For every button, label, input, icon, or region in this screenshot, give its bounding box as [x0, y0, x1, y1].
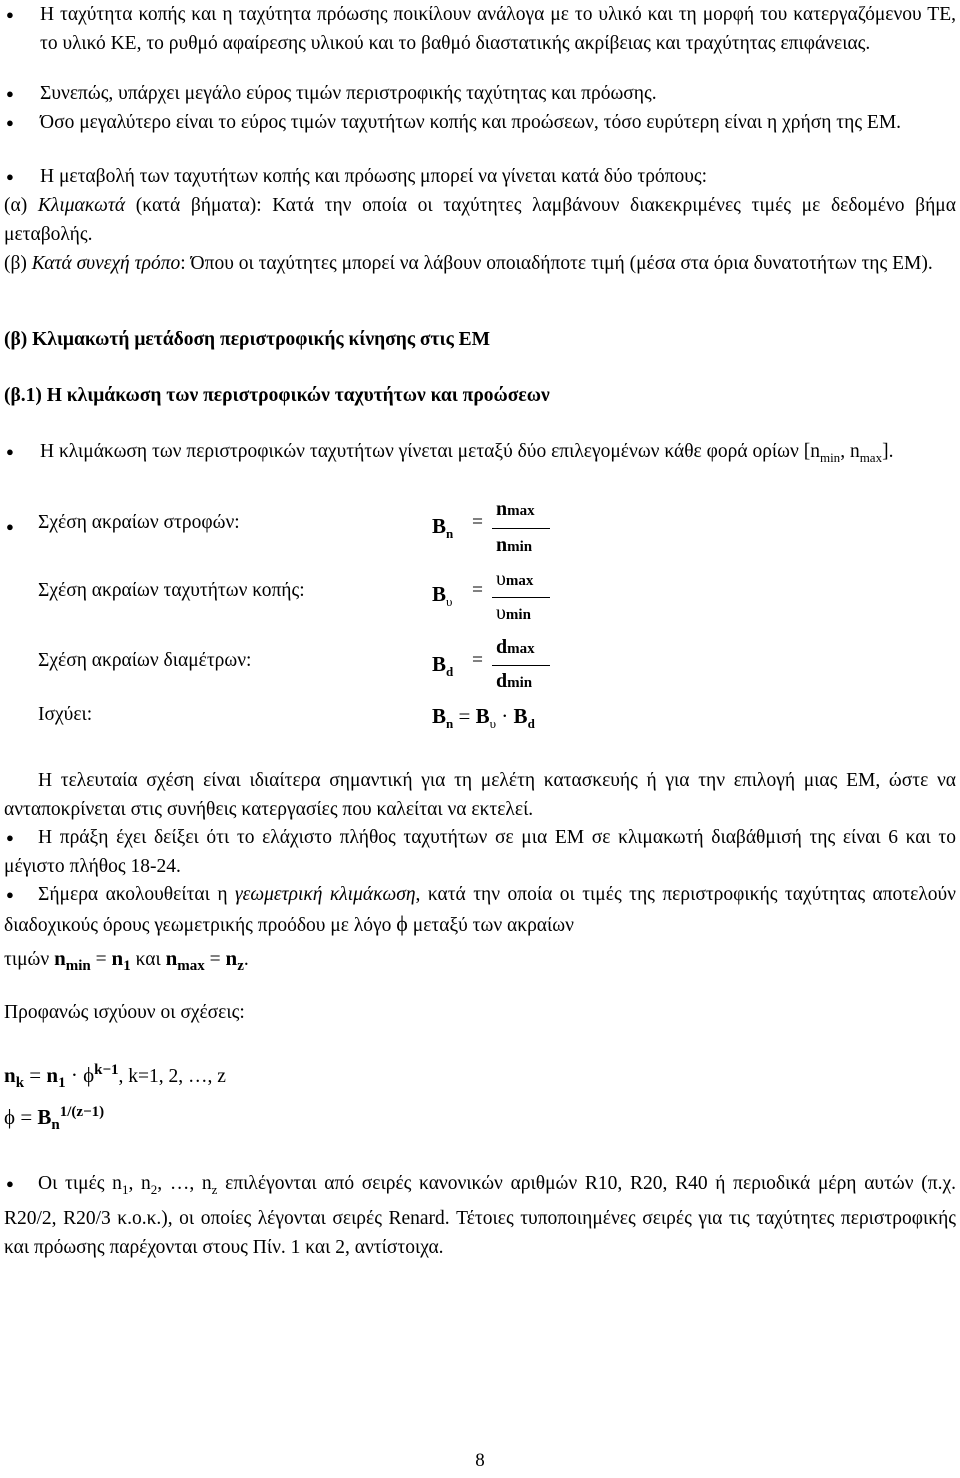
r2-num-sub: max — [505, 573, 534, 589]
r3-B-sub: d — [446, 664, 454, 680]
r2-den-sub: min — [505, 607, 531, 623]
relation-1-lhs — [432, 514, 453, 542]
paragraph-1-text: Η ταχύτητα κοπής και η ταχύτητα πρόωσης ποικίλουν ανάλογα με το υλικό και τη μορφή του κατεργαζόμενου ΤΕ, το υλικό ΚΕ, το ρυθμό αφαίρεσης υλικού και το βαθμό διαστατικής ακρίβειας και τραχύτητας επιφάνειας. — [40, 4, 956, 54]
relation-3-lhs — [432, 652, 453, 680]
r1-B: B — [432, 514, 447, 538]
bullet-1: ● — [6, 7, 14, 22]
paragraph-9 — [4, 1169, 956, 1262]
paragraph-9-text — [4, 1169, 956, 1262]
p9-s2: 2 — [150, 1181, 158, 1197]
formula-1: $n_k = n_1 \cdot \phi^{k-1}$, k=1, 2, …, z — [4, 1062, 226, 1092]
f2-phi: ϕ — [4, 1105, 16, 1129]
holds-B-sub: n — [446, 716, 454, 732]
paragraph-4-b — [4, 249, 956, 278]
relation-3-num — [496, 636, 535, 659]
a-rest: (κατά βήματα): Κατά την οποία οι ταχύτητες λαμβάνουν διακεκριμένες τιμές με δεδομένο βήμα μεταβολής. — [4, 195, 956, 245]
p8-mid: , κατά την οποία οι τιμές της περιστροφικής ταχύτητας αποτελούν διαδοχικούς όρους γεωμετρικής προόδου με λόγο — [4, 884, 956, 936]
p8-end: μεταξύ των ακραίων — [407, 915, 574, 936]
p8-z: z — [237, 957, 244, 974]
p5-end: ]. — [882, 441, 894, 462]
paragraph-5 — [4, 437, 956, 472]
p8-max: max — [177, 957, 205, 974]
p8-eq1: = — [90, 949, 112, 970]
paragraph-1 — [4, 0, 956, 58]
r2-B: B — [432, 582, 447, 606]
obviously-line — [4, 998, 956, 1027]
bullet-9: ● — [6, 1176, 14, 1191]
relation-2-label: Σχέση ακραίων ταχυτήτων κοπής: — [38, 580, 305, 601]
f2-B: B — [37, 1105, 52, 1129]
relation-3-label: Σχέση ακραίων διαμέτρων: — [38, 650, 252, 671]
relation-row-3 — [0, 636, 960, 710]
f1-range: , k=1, 2, …, z — [118, 1066, 226, 1087]
paragraph-6-text: Η τελευταία σχέση είναι ιδιαίτερα σημαντική για τη μελέτη κατασκευής ή για την επιλογή μιας ΕΜ, ώστε να ανταποκρίνεται στις συνήθεις κατεργασίες που καλείται να εκτελεί. — [4, 770, 956, 820]
heading-1 — [4, 325, 956, 354]
page-number: 8 — [475, 1450, 485, 1471]
r3-den: d — [496, 670, 508, 692]
bullet-6: ● — [6, 519, 14, 534]
relation-1-eq: = — [472, 512, 483, 533]
p8-n2: n — [111, 946, 124, 970]
p8-start: Σήμερα ακολουθείται η — [38, 884, 235, 905]
p9-rest: επιλέγονται από σειρές κανονικών αριθμών R10, R20, R40 ή περιοδικά μέρη αυτών (π.χ. R20/2, R20/3 κ.ο.κ.), οι οποίες λέγονται σειρές Renard. Τέτοιες τυποποιημένες σειρές για τις ταχύτητες περιστροφικής και πρόωσης παρέχονται στους Πίν. 1 και 2, αντίστοιχα. — [4, 1173, 957, 1258]
relation-2-lhs — [432, 582, 452, 610]
p8-one: 1 — [123, 957, 131, 974]
paragraph-4 — [4, 162, 956, 278]
p8-min: min — [65, 957, 91, 974]
p8-and: και — [130, 949, 166, 970]
relation-1-label: Σχέση ακραίων στροφών: — [38, 512, 240, 533]
b-rest: : Όπου οι ταχύτητες μπορεί να λάβουν οποιαδήποτε τιμή (μέσα στα όρια δυνατοτήτων της ΕΜ). — [180, 253, 933, 274]
p5-text: Η κλιμάκωση των περιστροφικών ταχυτήτων γίνεται μεταξύ δύο επιλεγομένων κάθε φορά ορίων [n — [40, 441, 820, 462]
relation-2-fraction-bar — [492, 597, 550, 598]
holds-B: B — [432, 704, 447, 728]
relation-2-den — [496, 602, 531, 625]
paragraph-4-a — [4, 191, 956, 249]
f1-exp: k−1 — [94, 1062, 119, 1078]
a-italic: Κλιμακωτά — [37, 195, 126, 216]
holds-rhs2: B — [513, 704, 528, 728]
p9-s1: 1 — [121, 1181, 129, 1197]
f1-one: 1 — [58, 1075, 66, 1092]
paragraph-3 — [4, 108, 956, 137]
f1-n1: n — [46, 1063, 59, 1087]
r3-den-sub: min — [507, 675, 533, 691]
p5-sub1: min — [819, 449, 841, 465]
paragraph-2 — [4, 79, 956, 108]
paragraph-6 — [4, 766, 956, 824]
relation-3-den — [496, 670, 532, 693]
p8-eq2: = — [204, 949, 226, 970]
relation-1-fraction-bar — [492, 528, 550, 529]
f1-n: n — [4, 1063, 16, 1087]
r2-B-sub: υ — [446, 594, 453, 610]
paragraph-8 — [4, 880, 956, 981]
holds-rhs1: B — [475, 704, 490, 728]
p9-c2: , …, n — [157, 1173, 212, 1194]
paragraph-4-lead: Η μεταβολή των ταχυτήτων κοπής και πρόωσης μπορεί να γίνεται κατά δύο τρόπους: — [40, 166, 708, 187]
b-italic: Κατά συνεχή τρόπο — [31, 253, 181, 274]
relation-3-fraction-bar — [492, 665, 550, 666]
bullet-4: ● — [6, 169, 14, 184]
f2-sub: n — [51, 1117, 60, 1134]
r1-B-sub: n — [446, 526, 454, 542]
paragraph-3-text: Όσο μεγαλύτερο είναι το εύρος τιμών ταχυτήτων κοπής και προώσεων, τόσο ευρύτερη είναι η χρήση της ΕΜ. — [40, 112, 902, 133]
relation-row-1 — [0, 498, 960, 572]
paragraph-5-text — [4, 437, 956, 472]
relation-2-num — [496, 568, 533, 591]
p8-n3: n — [165, 946, 178, 970]
holds-equation: $B_n = B_\upsilon \cdot B_d$ — [432, 704, 535, 732]
p5-sub2: max — [859, 449, 883, 465]
paragraph-2-text: Συνεπώς, υπάρχει μεγάλο εύρος τιμών περιστροφικής ταχύτητας και πρόωσης. — [40, 83, 657, 104]
holds-rhs1-sub: υ — [489, 716, 497, 732]
p5-mid: , n — [840, 441, 860, 462]
bullet-3: ● — [6, 115, 14, 130]
paragraph-7 — [4, 823, 956, 881]
relation-2-eq: = — [472, 580, 483, 601]
p9-start: Οι τιμές n — [38, 1173, 122, 1194]
relation-1-den — [496, 534, 532, 557]
r3-num-sub: max — [507, 641, 535, 657]
r1-num-sub: max — [507, 503, 535, 519]
obviously-text: Προφανώς ισχύουν οι σχέσεις: — [4, 1002, 245, 1023]
r2-den: υ — [496, 602, 506, 624]
f1-phi: ϕ — [83, 1063, 95, 1087]
r1-den-sub: min — [507, 539, 533, 555]
holds-rhs2-sub: d — [527, 716, 535, 732]
relation-3-eq: = — [472, 650, 483, 671]
r1-num: n — [496, 498, 508, 520]
p8-stop: . — [243, 949, 249, 970]
p8-phi: ϕ — [396, 911, 408, 936]
bullet-7: ● — [6, 830, 14, 845]
paragraph-7-text: Η πράξη έχει δείξει ότι το ελάχιστο πλήθος ταχυτήτων σε μια ΕΜ σε κλιμακωτή διαβάθμισή της είναι 6 και το μέγιστο πλήθος 18-24. — [4, 827, 956, 877]
p9-c1: , n — [128, 1173, 151, 1194]
p8-n4: n — [225, 946, 238, 970]
p8-n1: n — [54, 946, 66, 970]
heading-2 — [4, 381, 956, 410]
p8-line2-start: τιμών — [4, 949, 55, 970]
bullet-5: ● — [6, 444, 14, 459]
formula-2: $\phi = B_n^{1/(z-1)}$ — [4, 1104, 105, 1134]
bullet-8: ● — [6, 887, 14, 902]
heading-1-text: (β) Κλιμακωτή μετάδοση περιστροφικής κίνησης στις ΕΜ — [4, 329, 491, 350]
paragraph-8-line2 — [4, 944, 956, 981]
f1-k: k — [15, 1075, 25, 1092]
r1-den: n — [496, 534, 508, 556]
f2-exp: 1/(z−1) — [59, 1104, 105, 1120]
r2-num: υ — [496, 568, 506, 590]
r3-B: B — [432, 652, 447, 676]
paragraph-8-text — [4, 880, 956, 940]
relation-row-2 — [0, 568, 960, 640]
r3-num: d — [496, 636, 508, 658]
p8-italic: γεωμετρική κλιμάκωση — [235, 884, 416, 905]
p9-sz: z — [211, 1181, 218, 1197]
heading-2-text: (β.1) Η κλιμάκωση των περιστροφικών ταχυτήτων και προώσεων — [4, 385, 550, 406]
holds-dot: · — [501, 704, 509, 728]
bullet-2: ● — [6, 86, 14, 101]
relation-1-num — [496, 498, 535, 521]
a-prefix: (α) — [4, 195, 38, 216]
holds-label: Ισχύει: — [38, 704, 93, 725]
b-prefix: (β) — [4, 253, 32, 274]
holds-row — [0, 704, 960, 744]
